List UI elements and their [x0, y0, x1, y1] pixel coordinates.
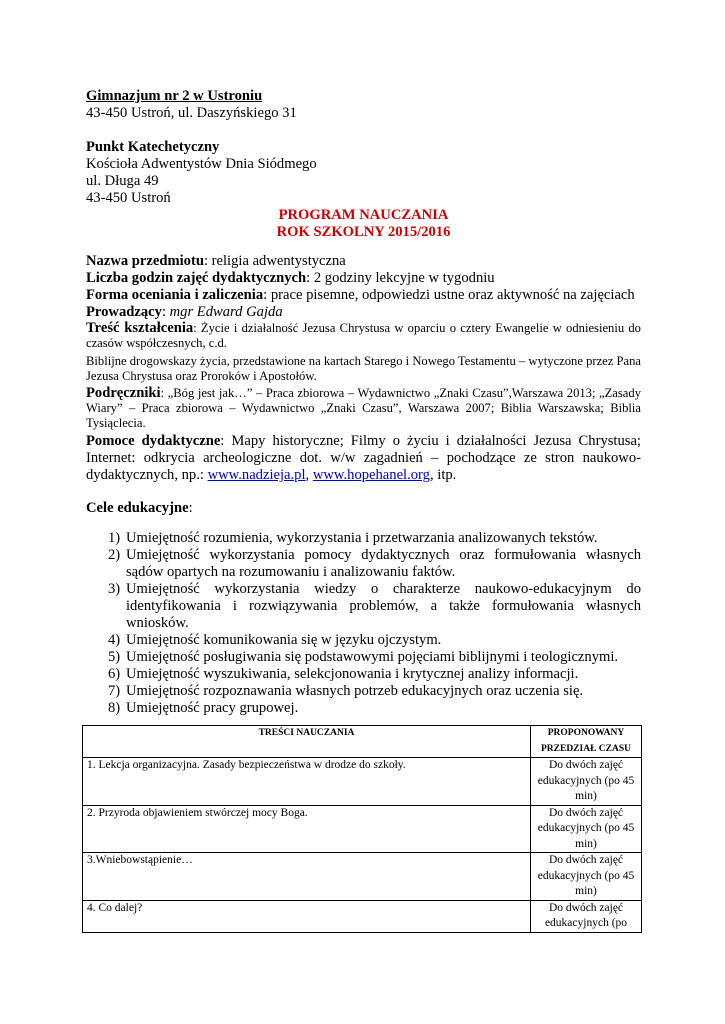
content-value: : Życie i działalność Jezusa Chrystusa w oparciu o cztery Ewangelie w odniesieniu do czasów współczesnych, c.d. — [86, 321, 641, 350]
books-value: : „Bóg jest jak…” – Praca zbiorowa – Wydawnictwo „Znaki Czasu”,Warszawa 2013; „Zasady Wiary” – Praca zbiorowa – Wydawnictwo „Znaki Czasu”, Warszawa 2007; Biblia Warszawska; Biblia Tysiąclecia. — [86, 386, 641, 430]
table-row — [83, 900, 642, 932]
goal-item-1 — [86, 530, 641, 547]
goal-item-3 — [86, 581, 641, 632]
goal-text: Umiejętność pracy grupowej. — [126, 700, 299, 716]
goal-item-8 — [86, 700, 641, 717]
goal-item-4 — [86, 632, 641, 649]
table-header-row — [83, 726, 642, 758]
goal-item-5 — [86, 649, 641, 666]
grading-line — [86, 287, 641, 304]
subject-label: Nazwa przedmiotu — [86, 253, 204, 269]
table-row — [83, 758, 642, 806]
table-row — [83, 805, 642, 853]
teacher-label: Prowadzący — [86, 304, 162, 320]
goal-text: Umiejętność rozumienia, wykorzystania i przetwarzania analizowanych tekstów. — [126, 530, 598, 546]
goal-number: 2) — [108, 547, 121, 563]
school-address: 43-450 Ustroń, ul. Daszyńskiego 31 — [86, 105, 297, 121]
nadzieja-link[interactable]: www.nadzieja.pl — [207, 467, 306, 483]
program-year: ROK SZKOLNY 2015/2016 — [276, 224, 451, 240]
hopehanel-link[interactable]: www.hopehanel.org — [312, 467, 430, 483]
goals-heading-colon: : — [188, 500, 193, 516]
goal-text: Umiejętność rozpoznawania własnych potrzeb edukacyjnych oraz uczenia się. — [126, 683, 584, 699]
catechetical-point — [86, 139, 641, 207]
program-info — [86, 253, 641, 484]
aids-end: , itp. — [429, 467, 457, 483]
point-line-1: Kościoła Adwentystów Dnia Siódmego — [86, 156, 317, 172]
link-separator: , — [305, 467, 313, 483]
point-title: Punkt Katechetyczny — [86, 139, 220, 155]
program-heading — [86, 207, 641, 241]
row-topic: 4. Co dalej? — [83, 900, 531, 932]
goal-number: 8) — [108, 700, 121, 716]
grading-label: Forma oceniania i zaliczenia — [86, 287, 264, 303]
teacher-separator: : — [161, 304, 170, 320]
subject-value: : religia adwentystyczna — [203, 253, 346, 269]
goal-number: 6) — [108, 666, 121, 682]
goals-list — [86, 530, 641, 717]
goal-number: 5) — [108, 649, 121, 665]
row-topic: 2. Przyroda objawieniem stwórczej mocy Boga. — [83, 805, 531, 853]
table-row — [83, 853, 642, 901]
row-topic: 3.Wniebowstąpienie… — [83, 853, 531, 901]
goal-number: 7) — [108, 683, 121, 699]
grading-value: : prace pisemne, odpowiedzi ustne oraz aktywność na zajęciach — [263, 287, 635, 303]
content-line-2: Biblijne drogowskazy życia, przedstawione na kartach Starego i Nowego Testamentu – wytyczone przez Pana Jezusa Chrystusa oraz Proroków i Apostołów. — [86, 354, 641, 383]
row-topic: 1. Lekcja organizacyjna. Zasady bezpieczeństwa w drodze do szkoły. — [83, 758, 531, 806]
content-line — [86, 321, 641, 351]
goal-text: Umiejętność wykorzystania wiedzy o charakterze naukowo-edukacyjnym do identyfikowania i rozwiązywania problemów, a także formułowania własnych wniosków. — [126, 581, 641, 631]
goal-text: Umiejętność wyszukiwania, selekcjonowania i krytycznej analizy informacji. — [126, 666, 579, 682]
content-label: Treść kształcenia — [86, 320, 194, 336]
school-header — [86, 88, 641, 122]
row-time: Do dwóch zajęć edukacyjnych (po 45 min) — [531, 853, 642, 901]
hours-line — [86, 270, 641, 287]
program-title: PROGRAM NAUCZANIA — [278, 207, 449, 223]
point-line-3: 43-450 Ustroń — [86, 190, 171, 206]
hours-value: : 2 godziny lekcyjne w tygodniu — [306, 270, 495, 286]
curriculum-table — [82, 725, 642, 933]
books-line — [86, 386, 641, 431]
header-time: PROPONOWANY PRZEDZIAŁ CZASU — [531, 726, 642, 758]
goal-text: Umiejętność wykorzystania pomocy dydaktycznych oraz formułowania własnych sądów opartych na rozumowaniu i analizowaniu faktów. — [126, 547, 641, 580]
goal-number: 4) — [108, 632, 121, 648]
goal-item-2 — [86, 547, 641, 581]
aids-line — [86, 433, 641, 484]
row-time: Do dwóch zajęć edukacyjnych (po 45 min) — [531, 805, 642, 853]
aids-label: Pomoce dydaktyczne — [86, 433, 221, 449]
goals-heading-label: Cele edukacyjne — [86, 500, 189, 516]
school-name: Gimnazjum nr 2 w Ustroniu — [86, 88, 263, 104]
goal-item-7 — [86, 683, 641, 700]
aids-value: : Mapy historyczne; Filmy o życiu i działalności Jezusa Chrystusa; Internet: odkrycia archeologiczne dot. w/w zagadnień – pochodzące ze stron naukowo-dydaktycznych, np.: — [86, 433, 641, 483]
point-line-2: ul. Długa 49 — [86, 173, 159, 189]
teacher-line — [86, 304, 641, 321]
goals-heading — [86, 500, 641, 517]
goal-text: Umiejętność komunikowania się w języku ojczystym. — [126, 632, 442, 648]
row-time: Do dwóch zajęć edukacyjnych (po 45 min) — [531, 758, 642, 806]
goal-number: 1) — [108, 530, 121, 546]
goal-number: 3) — [108, 581, 121, 597]
goal-text: Umiejętność posługiwania się podstawowymi pojęciami biblijnymi i teologicznymi. — [126, 649, 619, 665]
hours-label: Liczba godzin zajęć dydaktycznych — [86, 270, 307, 286]
subject-line — [86, 253, 641, 270]
goal-item-6 — [86, 666, 641, 683]
header-topics: TREŚCI NAUCZANIA — [83, 726, 531, 758]
books-label: Podręczniki — [86, 385, 161, 401]
row-time: Do dwóch zajęć edukacyjnych (po — [531, 900, 642, 932]
teacher-value: mgr Edward Gajda — [169, 304, 283, 320]
